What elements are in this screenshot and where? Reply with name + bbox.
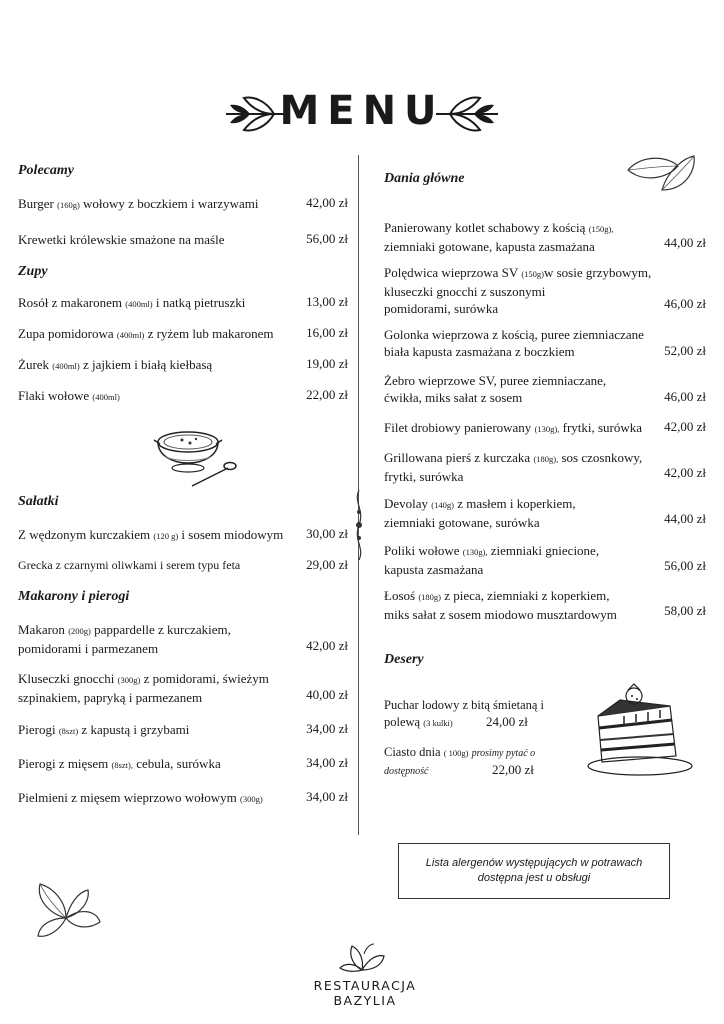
- price: 42,00 zł: [306, 195, 348, 210]
- price: 44,00 zł: [664, 511, 706, 526]
- menu-item-filet: Filet drobiowy panierowany (130g), frytki, surówka: [384, 420, 643, 435]
- menu-item-salatka-kurczak: Z wędzonym kurczakiem (120 g) i sosem miodowym: [18, 527, 284, 542]
- menu-item-grecka: Grecka z czarnymi oliwkami i serem typu feta: [18, 558, 241, 572]
- price: 58,00 zł: [664, 603, 706, 618]
- right-laurel-icon: [432, 92, 502, 136]
- price: 16,00 zł: [306, 325, 348, 340]
- price: 22,00 zł: [492, 762, 534, 777]
- price: 34,00 zł: [306, 755, 348, 770]
- menu-item-burger: Burger (160g) wołowy z boczkiem i warzywami: [18, 196, 259, 211]
- restaurant-name: RESTAURACJA BAZYLIA: [313, 978, 417, 1008]
- menu-item-pierogi-mieso: Pierogi z mięsem (8szt), cebula, surówka: [18, 756, 221, 771]
- bazylia-logo-icon: [338, 940, 386, 976]
- price: 42,00 zł: [306, 638, 348, 653]
- price: 24,00 zł: [486, 714, 528, 729]
- price: 19,00 zł: [306, 356, 348, 371]
- menu-item-devolay: Devolay (140g) z masłem i koperkiem, ziemniaki gotowane, surówka: [384, 496, 576, 530]
- price: 22,00 zł: [306, 387, 348, 402]
- price: 42,00 zł: [664, 465, 706, 480]
- price: 56,00 zł: [306, 231, 348, 246]
- cake-slice-icon: [584, 676, 696, 778]
- price: 56,00 zł: [664, 558, 706, 573]
- menu-item-ciasto: Ciasto dnia ( 100g) prosimy pytać o dostępność: [384, 745, 536, 777]
- price: 29,00 zł: [306, 557, 348, 572]
- section-salatki-heading: Sałatki: [18, 494, 59, 509]
- allergen-notice: Lista alergenów występujących w potrawach dostępna jest u obsługi: [398, 843, 670, 899]
- menu-item-pomidorowa: Zupa pomidorowa (400ml) z ryżem lub makaronem: [18, 326, 274, 341]
- price: 13,00 zł: [306, 294, 348, 309]
- basil-leaves-icon: [30, 878, 104, 946]
- section-dania-heading: Dania główne: [384, 171, 465, 186]
- menu-item-losos: Łosoś (180g) z pieca, ziemniaki z koperkiem, miks sałat z sosem miodowo musztardowym: [384, 588, 617, 622]
- price: 52,00 zł: [664, 343, 706, 358]
- price: 42,00 zł: [664, 419, 706, 434]
- menu-item-golonka: Golonka wieprzowa z kością, puree ziemniaczane biała kapusta zasmażana z boczkiem: [384, 327, 644, 359]
- menu-item-krewetki: Krewetki królewskie smażone na maśle: [18, 232, 225, 247]
- price: 34,00 zł: [306, 721, 348, 736]
- soup-bowl-icon: [152, 422, 238, 494]
- menu-item-rosol: Rosół z makaronem (400ml) i natką pietruszki: [18, 295, 246, 310]
- section-desery-heading: Desery: [384, 652, 424, 667]
- left-laurel-icon: [222, 92, 292, 136]
- menu-item-pierogi-kapusta: Pierogi (8szt) z kapustą i grzybami: [18, 722, 190, 737]
- menu-item-poliki: Poliki wołowe (130g), ziemniaki gniecione, kapusta zasmażana: [384, 543, 600, 577]
- price: 34,00 zł: [306, 789, 348, 804]
- section-polecamy-heading: Polecamy: [18, 163, 74, 178]
- price: 46,00 zł: [664, 389, 706, 404]
- price: 30,00 zł: [306, 526, 348, 541]
- leaves-icon: [622, 150, 700, 208]
- menu-item-makaron: Makaron (200g) pappardelle z kurczakiem, pomidorami i parmezanem: [18, 622, 231, 656]
- menu-item-zurek: Żurek (400ml) z jajkiem i białą kiełbasą: [18, 357, 213, 372]
- price: 44,00 zł: [664, 235, 706, 250]
- menu-item-flaki: Flaki wołowe (400ml): [18, 388, 120, 403]
- menu-item-puchar: Puchar lodowy z bitą śmietaną i polewą (3 kulki): [384, 698, 545, 729]
- section-makarony-heading: Makarony i pierogi: [18, 589, 130, 604]
- price: 40,00 zł: [306, 687, 348, 702]
- menu-title: MENU: [279, 88, 445, 134]
- menu-item-poledwica: Polędwica wieprzowa SV (150g)w sosie grzybowym, kluseczki gnocchi z suszonymi pomidorami, surówka: [384, 265, 652, 316]
- menu-item-gnocchi: Kluseczki gnocchi (300g) z pomidorami, świeżym szpinakiem, papryką i parmezanem: [18, 671, 269, 705]
- menu-item-pielmieni: Pielmieni z mięsem wieprzowo wołowym (300g): [18, 790, 263, 805]
- section-zupy-heading: Zupy: [18, 264, 48, 279]
- divider-ornament-icon: [351, 490, 367, 560]
- menu-item-grillowana: Grillowana pierś z kurczaka (180g), sos czosnkowy, frytki, surówka: [384, 450, 643, 484]
- menu-item-zebro: Żebro wieprzowe SV, puree ziemniaczane, ćwikła, miks sałat z sosem: [384, 373, 607, 405]
- price: 46,00 zł: [664, 296, 706, 311]
- menu-item-schabowy: Panierowany kotlet schabowy z kością (150g), ziemniaki gotowane, kapusta zasmażana: [384, 220, 614, 254]
